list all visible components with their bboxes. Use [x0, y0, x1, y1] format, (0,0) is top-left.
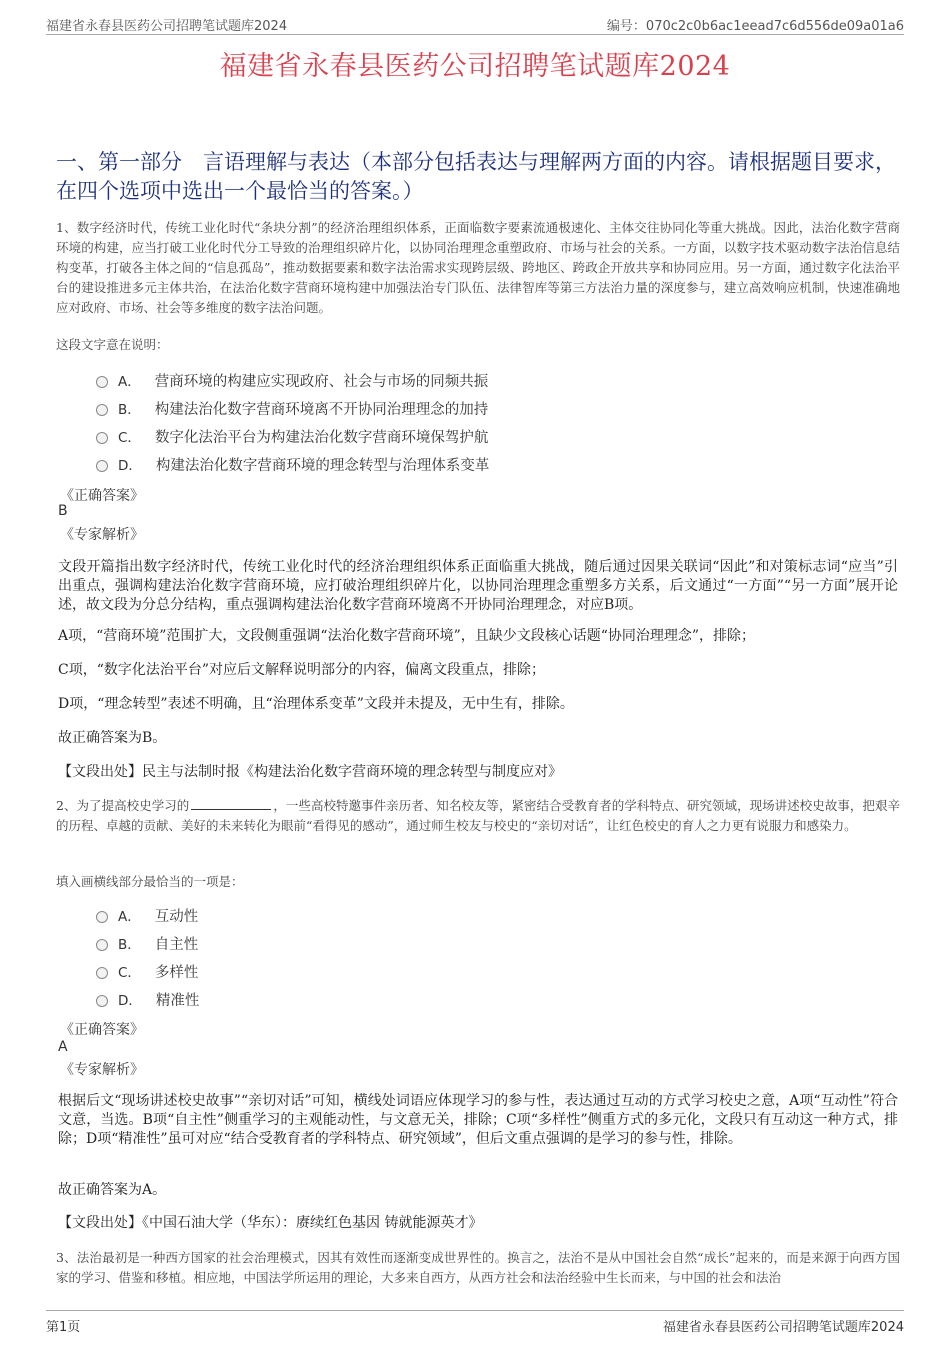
page-number: 第1页: [46, 1320, 81, 1335]
option-text: 构建法治化数字营商环境离不开协同治理理念的加持: [154, 401, 489, 418]
option-a[interactable]: [96, 366, 489, 394]
option-c[interactable]: [96, 422, 489, 450]
analysis-paragraph: 故正确答案为A。: [58, 1182, 167, 1198]
option-c[interactable]: [96, 957, 199, 985]
option-text: 精准性: [155, 992, 200, 1009]
question-2-prompt: 填入画横线部分最恰当的一项是：: [56, 874, 244, 889]
answer-value: B: [58, 503, 68, 519]
radio-icon[interactable]: [96, 404, 108, 416]
analysis-label: 《专家解析》: [60, 527, 144, 543]
answer-blank: [191, 797, 271, 810]
question-3-text: 3、法治最初是一种西方国家的社会治理模式，因其有效性而逐渐变成世界性的。换言之，法治不是从中国社会自然“成长”起来的，而是来源于向西方国家的学习、借鉴和移植。相应地，中国法学所运用的理论，大多来自西方，从西方社会和法治经验中生长而来，与中国的社会和法治: [56, 1250, 900, 1285]
question-2-options: [96, 901, 199, 1013]
option-letter: A．: [118, 374, 141, 390]
analysis-paragraph: D项，“理念转型”表述不明确，且“治理体系变革”文段并未提及，无中生有，排除。: [58, 696, 574, 712]
option-a[interactable]: [96, 901, 199, 929]
option-letter: B．: [118, 937, 141, 953]
analysis-label: 《专家解析》: [60, 1062, 144, 1078]
option-text: 互动性: [154, 908, 199, 925]
analysis-paragraph: A项，“营商环境”范围扩大，文段侧重强调“法治化数字营商环境”，且缺少文段核心话题“协同治理理念”，排除；: [58, 628, 756, 644]
answer-label: 《正确答案》: [60, 488, 144, 504]
radio-icon[interactable]: [96, 911, 108, 923]
question-1-text: 1、数字经济时代，传统工业化时代“条块分割”的经济治理组织体系，正面临数字要素流通极速化、主体交往协同化等重大挑战。因此，法治化数字营商环境的构建，应当打破工业化时代分工导致的治理组织碎片化，以协同治理理念重塑政府、市场与社会的关系。一方面，以数字技术驱动数字法治信息结构变革，打破各主体之间的“信息孤岛”，推动数据要素和数字法治需求实现跨层级、跨地区、跨政企开放共享和协同应用。另一方面，通过数字化法治平台的建设推进多元主体共治，在法治化数字营商环境构建中加强法治专门队伍、法律智库等第三方法治力量的深度参与，建立高效响应机制，快速准确地应对政府、市场、社会等多维度的数字法治问题。: [56, 220, 900, 315]
page-footer: [46, 1310, 904, 1335]
radio-icon[interactable]: [96, 995, 108, 1007]
analysis-paragraph: 故正确答案为B。: [58, 730, 167, 746]
option-d[interactable]: [96, 985, 199, 1013]
analysis-paragraph: C项，“数字化法治平台”对应后文解释说明部分的内容，偏离文段重点，排除；: [58, 662, 546, 678]
option-letter: C．: [118, 965, 141, 981]
option-text: 数字化法治平台为构建法治化数字营商环境保驾护航: [154, 429, 489, 446]
question-2-text-before: 2、为了提高校史学习的: [56, 798, 190, 813]
question-2-text-after: ，一些高校特邀事件亲历者、知名校友等，紧密结合受教育者的学科特点、研究领域，现场讲述校史故事，把艰辛的历程、卓越的贡献、美好的未来转化为眼前“看得见的感动”，通过师生校友与校史的“亲切对话”，让红色校史的育人之力更有说服力和感染力。: [56, 798, 900, 833]
analysis-paragraph: 文段开篇指出数字经济时代，传统工业化时代的经济治理组织体系正面临重大挑战，随后通过因果关联词“因此”和对策标志词“应当”引出重点，强调构建法治化数字营商环境，应打破治理组织碎片化，以协同治理理念重塑多方关系，后文通过“一方面”“另一方面”展开论述，故文段为分总分结构，重点强调构建法治化数字营商环境离不开协同治理理念，对应B项。: [58, 559, 898, 613]
radio-icon[interactable]: [96, 939, 108, 951]
question-2-text: [56, 796, 900, 836]
question-1-options: [96, 366, 489, 478]
source-citation: 【文段出处】《中国石油大学（华东）：赓续红色基因 铸就能源英才》: [58, 1215, 483, 1231]
header-doc-title: 福建省永春县医药公司招聘笔试题库2024: [46, 19, 288, 34]
option-letter: C．: [118, 430, 141, 446]
option-text: 营商环境的构建应实现政府、社会与市场的同频共振: [154, 373, 489, 390]
option-letter: D．: [118, 458, 142, 474]
footer-doc-title: 福建省永春县医药公司招聘笔试题库2024: [662, 1320, 904, 1335]
answer-value: A: [58, 1039, 68, 1055]
option-text: 多样性: [154, 964, 199, 981]
radio-icon[interactable]: [96, 432, 108, 444]
radio-icon[interactable]: [96, 967, 108, 979]
option-letter: A．: [118, 909, 141, 925]
option-text: 自主性: [154, 936, 199, 953]
option-letter: D．: [118, 993, 142, 1009]
header-doc-id: 编号：070c2c0b6ac1eead7c6d556de09a01a6: [606, 19, 904, 34]
section-heading: 一、第一部分 言语理解与表达（本部分包括表达与理解两方面的内容。请根据题目要求，在四个选项中选出一个最恰当的答案。）: [56, 150, 896, 203]
page-header: [46, 12, 904, 35]
question-1-prompt: 这段文字意在说明：: [56, 337, 169, 352]
analysis-paragraph: 根据后文“现场讲述校史故事”“亲切对话”可知，横线处词语应体现学习的参与性，表达通过互动的方式学习校史之意，A项“互动性”符合文意，当选。B项“自主性”侧重学习的主观能动性，与文意无关，排除；C项“多样性”侧重方式的多元化，文段只有互动这一种方式，排除；D项“精准性”虽可对应“结合受教育者的学科特点、研究领域”，但后文重点强调的是学习的参与性，排除。: [58, 1093, 898, 1147]
option-letter: B．: [118, 402, 141, 418]
page-title: 福建省永春县医药公司招聘笔试题库2024: [219, 51, 731, 82]
option-d[interactable]: [96, 450, 489, 478]
source-citation: 【文段出处】民主与法制时报《构建法治化数字营商环境的理念转型与制度应对》: [58, 764, 562, 780]
radio-icon[interactable]: [96, 376, 108, 388]
radio-icon[interactable]: [96, 460, 108, 472]
option-text: 构建法治化数字营商环境的理念转型与治理体系变革: [155, 457, 490, 474]
option-b[interactable]: [96, 394, 489, 422]
answer-label: 《正确答案》: [60, 1022, 144, 1038]
option-b[interactable]: [96, 929, 199, 957]
